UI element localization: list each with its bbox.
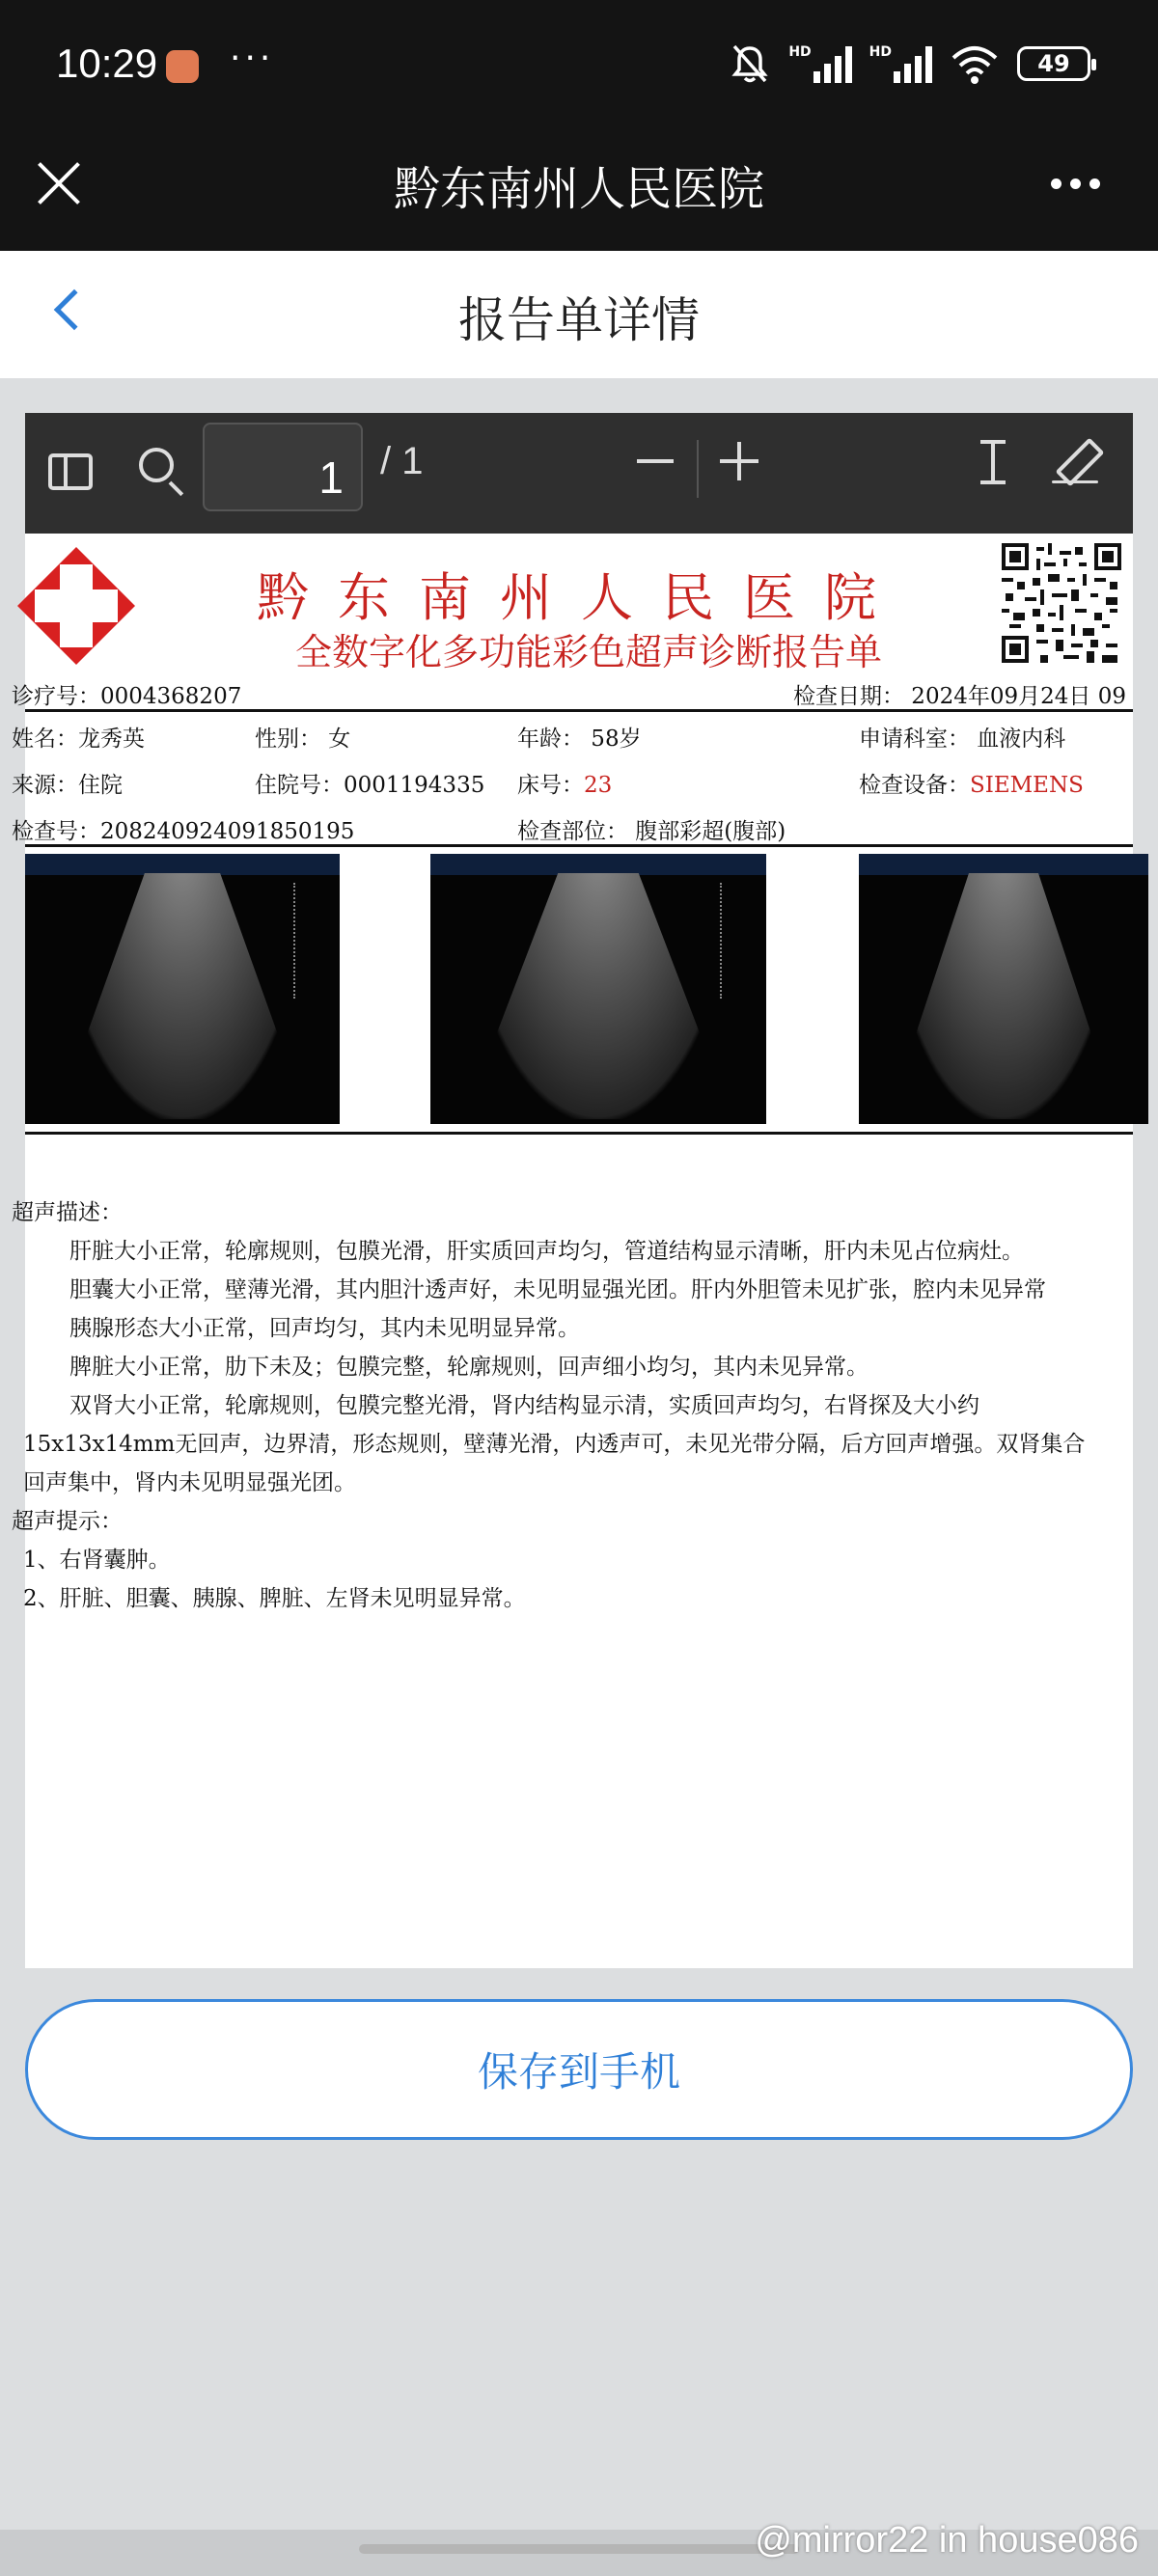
- exam-site: 检查部位： 腹部彩超(腹部): [517, 819, 786, 844]
- conclusion-heading: 超声提示：: [12, 1509, 123, 1534]
- report-page: [12, 534, 1133, 1968]
- status-time: 10:29: [56, 41, 158, 86]
- patient-gender: 性别： 女: [255, 726, 351, 752]
- cell-signal-1-icon: [788, 44, 851, 83]
- bed-label: 床号：: [517, 773, 584, 798]
- hospital-logo-icon: [14, 543, 139, 669]
- page-total: / 1: [380, 440, 424, 482]
- image-rule: [25, 1132, 1133, 1135]
- inpatient-number: 住院号：0001194335: [255, 773, 485, 798]
- wifi-icon: [950, 42, 1000, 85]
- hd-badge-1: HD: [788, 44, 812, 60]
- bed-number: [517, 767, 612, 799]
- more-options-icon[interactable]: [1051, 178, 1100, 189]
- qr-code-icon: [1002, 543, 1121, 663]
- app-title: 黔东南州人民医院: [393, 162, 764, 216]
- finding-line-4: 脾脏大小正常，肋下未及；包膜完整，轮廓规则，回声细小均匀，其内未见异常。: [25, 1355, 868, 1380]
- finding-line-3: 胰腺形态大小正常，回声均匀，其内未见明显异常。: [25, 1316, 580, 1341]
- hd-badge-2: HD: [868, 44, 892, 60]
- device-label: 检查设备：: [859, 773, 970, 798]
- finding-line-7: 回声集中，肾内未见明显强光团。: [23, 1470, 356, 1495]
- search-icon[interactable]: [139, 448, 174, 482]
- pdf-viewer[interactable]: [12, 413, 1133, 1968]
- annotate-pen-icon[interactable]: [1052, 438, 1098, 486]
- ultrasound-image-1: [25, 854, 340, 1124]
- watermark: @mirror22 in house086: [755, 2520, 1139, 2561]
- conclusion-line-2: 2、肝脏、胆囊、胰腺、脾脏、左肾未见明显异常。: [23, 1586, 526, 1611]
- page-number-input[interactable]: 1: [203, 423, 363, 511]
- finding-line-1: 肝脏大小正常，轮廓规则，包膜光滑，肝实质回声均匀，管道结构显示清晰，肝内未见占位病灶。: [25, 1239, 1024, 1264]
- status-more-icon: ···: [230, 39, 275, 78]
- toolbar-divider: [697, 440, 699, 498]
- battery-icon: 49: [1017, 46, 1090, 81]
- cell-signal-2-icon: [869, 44, 932, 83]
- exam-number: 检查号：208240924091850195: [12, 819, 355, 844]
- report-subtitle: 全数字化多功能彩色超声诊断报告单: [295, 631, 883, 673]
- header-rule: [25, 709, 1133, 712]
- info-rule: [25, 844, 1133, 847]
- ultrasound-image-3: [859, 854, 1148, 1124]
- app-bar: [0, 130, 1158, 251]
- report-hospital-name: 黔东南州人民医院: [257, 567, 905, 628]
- mute-bell-icon: [729, 42, 771, 85]
- visit-number: 诊疗号：0004368207: [12, 684, 242, 709]
- status-icons: [729, 42, 1090, 85]
- findings-heading: 超声描述：: [12, 1200, 123, 1225]
- pdf-toolbar: [25, 413, 1133, 534]
- device-value: SIEMENS: [970, 773, 1084, 798]
- sidebar-toggle-icon[interactable]: [48, 453, 93, 490]
- page-header: [0, 251, 1158, 378]
- notification-app-icon: [166, 50, 199, 83]
- conclusion-line-1: 1、右肾囊肿。: [23, 1548, 171, 1573]
- page-title: 报告单详情: [458, 292, 700, 348]
- finding-line-5: 双肾大小正常，轮廓规则，包膜完整光滑，肾内结构显示清，实质回声均匀，右肾探及大小约: [25, 1393, 979, 1418]
- home-indicator[interactable]: [359, 2544, 799, 2554]
- finding-line-2: 胆囊大小正常，壁薄光滑，其内胆汁透声好，未见明显强光团。肝内外胆管未见扩张，腔内未见异常: [25, 1277, 1046, 1302]
- exam-device: [859, 767, 1084, 799]
- text-select-icon[interactable]: [979, 438, 1007, 486]
- ultrasound-image-2: [430, 854, 766, 1124]
- requesting-department: 申请科室： 血液内科: [859, 726, 1066, 752]
- save-to-phone-button[interactable]: 保存到手机: [25, 1999, 1133, 2140]
- patient-source: 来源：住院: [12, 773, 123, 798]
- zoom-out-icon[interactable]: [637, 459, 674, 463]
- bed-value: 23: [584, 773, 613, 798]
- status-bar: [0, 0, 1158, 130]
- exam-date: 检查日期： 2024年09月24日 09: [793, 684, 1126, 709]
- zoom-in-icon[interactable]: [720, 442, 758, 480]
- finding-line-6: 15x13x14mm无回声，边界清，形态规则，壁薄光滑，内透声可，未见光带分隔，后方回声增强。双肾集合: [23, 1432, 1086, 1457]
- patient-name: 姓名：龙秀英: [12, 726, 145, 752]
- patient-age: 年龄： 58岁: [517, 726, 642, 752]
